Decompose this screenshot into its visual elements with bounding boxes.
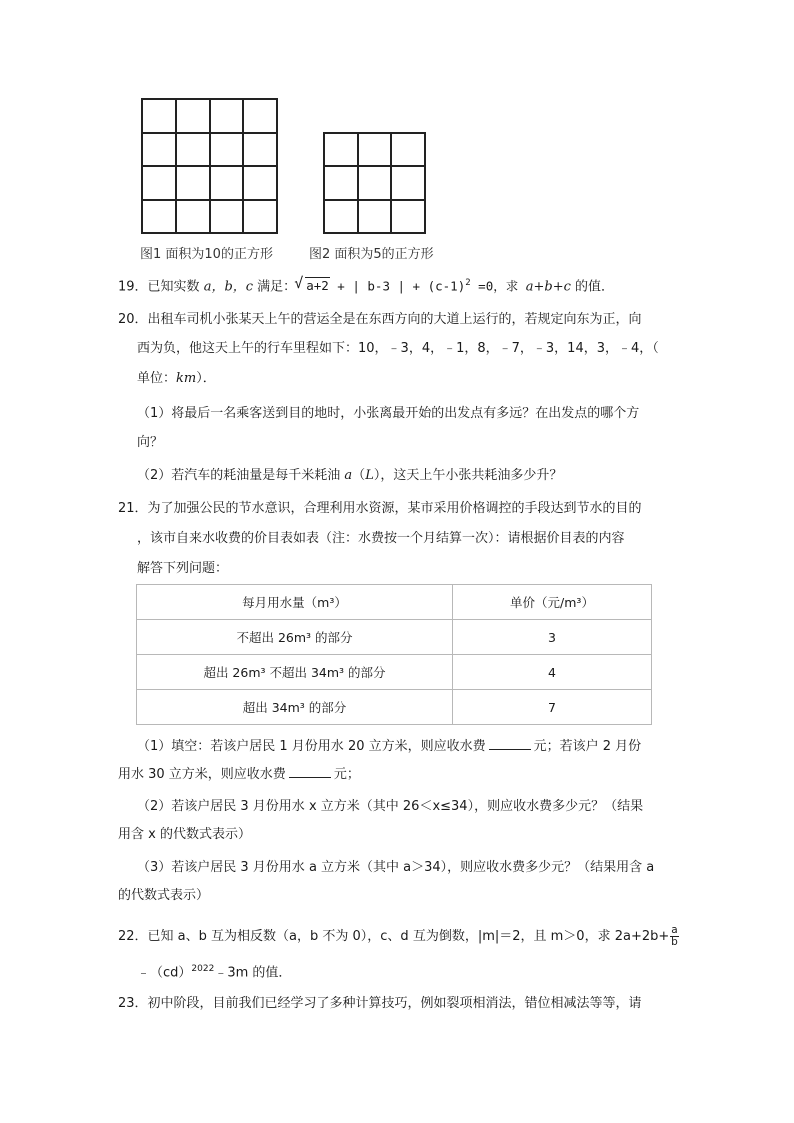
grid-cell xyxy=(210,133,244,167)
fraction-numerator: a xyxy=(671,924,678,936)
question-22-line-2 xyxy=(137,960,291,982)
question-21-sub3-line-1: （3）若该户居民 3 月份用水 a 立方米（其中 a＞34），则应收水费多少元？（结果用含 a xyxy=(137,860,655,875)
grid-cell xyxy=(176,166,210,200)
q19-text-c: 的值． xyxy=(570,279,615,295)
grid-cell xyxy=(358,133,392,166)
q19-exponent: 2 xyxy=(465,278,471,288)
grid-cell xyxy=(324,200,358,233)
question-21-line-3: 解答下列问题： xyxy=(137,561,229,576)
question-21-sub3-line-2: 的代数式表示） xyxy=(118,888,210,903)
grid-cell xyxy=(324,133,358,166)
question-number: 22． xyxy=(118,929,148,944)
q20-sub2-text: （2）若汽车的耗油量是每千米耗油 xyxy=(137,468,345,483)
answer-blank[interactable] xyxy=(289,765,331,778)
question-20-sub1-line-2: 向？ xyxy=(137,435,164,450)
grid-cell xyxy=(358,200,392,233)
grid-cell xyxy=(176,200,210,234)
question-21-sub2-line-1: （2）若该户居民 3 月份用水 x 立方米（其中 26＜x≤34），则应收水费多少元？（结果 xyxy=(137,799,644,814)
grid-cell xyxy=(210,200,244,234)
sqrt-expression xyxy=(296,277,330,295)
fraction-denominator: b xyxy=(671,936,678,948)
question-21-sub2-line-2: 用含 x 的代数式表示） xyxy=(118,827,251,842)
grid-cell xyxy=(391,166,425,199)
question-20-line-2: 西为负，他这天上午的行车里程如下：10，﹣3，4，﹣1，8，﹣7，﹣3，14，3，﹣4，（ xyxy=(137,341,659,356)
question-20-line-3 xyxy=(137,370,216,388)
question-20-line-1 xyxy=(118,311,642,329)
grid-cell xyxy=(391,200,425,233)
question-21-line-2: ，该市自来水收费的价目表如表（注：水费按一个月结算一次）：请根据价目表的内容 xyxy=(137,531,625,546)
question-number: 19． xyxy=(118,279,148,295)
q19-vars: a，b，c xyxy=(203,279,254,295)
table-cell: 4 xyxy=(453,655,652,690)
q20-unit: km xyxy=(176,371,197,386)
question-number: 23． xyxy=(118,996,148,1011)
grid-cell xyxy=(243,200,277,234)
figure-2-caption: 图2 面积为5的正方形 xyxy=(309,247,434,262)
table-cell: 不超出 26m³ 的部分 xyxy=(137,620,453,655)
q21-sub1-text: （1）填空：若该户居民 1 月份用水 20 立方米，则应收水费 xyxy=(137,739,486,754)
q19-text: 已知实数 xyxy=(147,279,204,295)
q21-sub1-text-c: 用水 30 立方米，则应收水费 xyxy=(118,767,286,782)
q20-unit-end: ）． xyxy=(196,371,216,386)
question-21-sub1-line-1 xyxy=(137,737,641,756)
water-price-table xyxy=(136,584,652,725)
table-row xyxy=(137,690,652,725)
q22-text-b: ﹣3m 的值． xyxy=(214,965,292,981)
q21-sub1-text-b: 元；若该户 2 月份 xyxy=(533,739,642,754)
table-row xyxy=(137,620,652,655)
grid-cell xyxy=(324,166,358,199)
q19-sum: a+b+c xyxy=(525,279,571,295)
grid-cell xyxy=(243,133,277,167)
q20-unit-label: 单位： xyxy=(137,371,177,386)
table-cell: 超出 26m³ 不超出 34m³ 的部分 xyxy=(137,655,453,690)
q20-sub2-paren: （ xyxy=(352,468,366,483)
question-20-sub1-line-1: （1）将最后一名乘客送到目的地时，小张离最开始的出发点有多远？在出发点的哪个方 xyxy=(137,406,640,421)
figure-1-caption: 图1 面积为10的正方形 xyxy=(140,247,273,262)
q20-text: 出租车司机小张某天上午的营运全是在东西方向的大道上运行的，若规定向东为正，向 xyxy=(147,312,642,327)
table-header: 单价（元/m³） xyxy=(453,585,652,620)
table-cell: 7 xyxy=(453,690,652,725)
answer-blank[interactable] xyxy=(489,737,531,750)
grid-cell xyxy=(210,99,244,133)
q22-text: 已知 a、b 互为相反数（a，b 不为 0），c、d 互为倒数，|m|＝2，且 m＞0，求 2a+2b+ xyxy=(147,929,670,944)
table-cell: 超出 34m³ 的部分 xyxy=(137,690,453,725)
q20-sub2-var: a xyxy=(344,468,353,483)
question-number: 21． xyxy=(118,501,148,516)
q23-text: 初中阶段，目前我们已经学习了多种计算技巧，例如裂项相消法，错位相减法等等，请 xyxy=(147,996,642,1011)
q19-expression: + | b-3 | + (c-1) xyxy=(329,278,466,294)
grid-cell xyxy=(176,133,210,167)
square-grid-figure-2 xyxy=(323,132,426,234)
grid-cell xyxy=(243,99,277,133)
grid-cell xyxy=(243,166,277,200)
question-20-sub2 xyxy=(137,467,562,485)
square-grid-figure-1 xyxy=(141,98,278,234)
grid-cell xyxy=(142,133,176,167)
question-23-line-1 xyxy=(118,995,642,1013)
grid-cell xyxy=(210,166,244,200)
question-21-line-1 xyxy=(118,500,642,518)
q22-text-a: ﹣（cd） xyxy=(137,965,192,981)
grid-cell xyxy=(142,166,176,200)
table-cell: 3 xyxy=(453,620,652,655)
q19-text-b: 满足： xyxy=(253,279,297,295)
grid-cell xyxy=(142,200,176,234)
table-header: 每月用水量（m³） xyxy=(137,585,453,620)
fraction-a-over-b xyxy=(670,925,678,948)
grid-cell xyxy=(176,99,210,133)
grid-cell xyxy=(358,166,392,199)
q20-sub2-text-end: ），这天上午小张共耗油多少升？ xyxy=(373,468,563,483)
radicand: a+2 xyxy=(306,278,329,294)
question-21-sub1-line-2 xyxy=(118,765,360,784)
q21-text: 为了加强公民的节水意识，合理利用水资源，某市采用价格调控的手段达到节水的目的 xyxy=(147,501,642,516)
q22-exponent: 2022 xyxy=(191,964,215,974)
grid-cell xyxy=(391,133,425,166)
q19-equals: =0，求 xyxy=(470,278,526,294)
question-number: 20． xyxy=(118,312,148,327)
q20-sub2-unit: L xyxy=(365,468,374,483)
q21-sub1-text-d: 元； xyxy=(333,767,360,782)
grid-cell xyxy=(142,99,176,133)
table-header-row xyxy=(137,585,652,620)
table-row xyxy=(137,655,652,690)
question-19 xyxy=(118,274,614,296)
question-22-line-1 xyxy=(118,925,679,948)
